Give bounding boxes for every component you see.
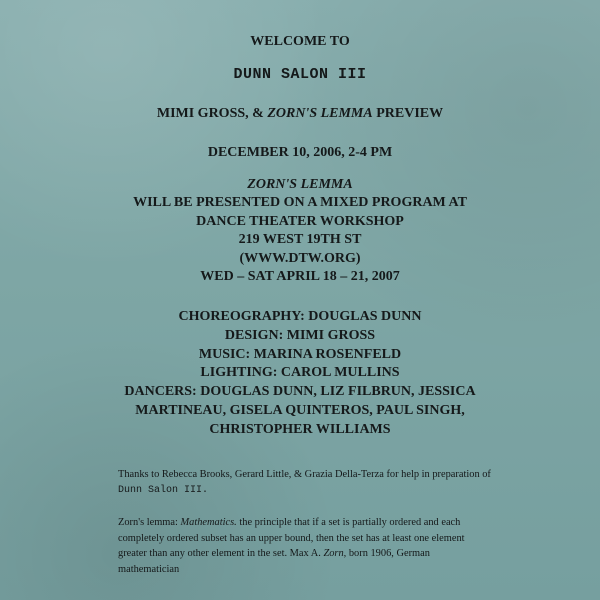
salon-title: DUNN SALON III: [233, 66, 367, 83]
credit-design: DESIGN: MIMI GROSS: [224, 327, 376, 343]
credit-music: MUSIC: MARINA ROSENFELD: [198, 346, 402, 362]
preview-title: ZORN'S LEMMA: [267, 106, 373, 121]
thanks-line: Thanks to Rebecca Brooks, Gerard Little, & Grazia Della-Terza for help in preparation of: [118, 469, 491, 480]
credit-dancers-line-1: DANCERS: DOUGLAS DUNN, LIZ FILBRUN, JESSICA: [124, 384, 476, 400]
lemma-line-3-prefix: greater than any other element in the set. Max A.: [118, 548, 324, 559]
lemma-field: Mathematics.: [180, 517, 237, 528]
lemma-line-1-rest: the principle that if a set is partially ordered and each: [236, 517, 461, 528]
lemma-intro: Zorn's lemma:: [118, 517, 181, 528]
credit-choreography: CHOREOGRAPHY: DOUGLAS DUNN: [178, 309, 422, 324]
program-line-2: DANCE THEATER WORKSHOP: [196, 213, 404, 229]
credit-lighting: LIGHTING: CAROL MULLINS: [200, 365, 400, 381]
welcome-heading: WELCOME TO: [250, 34, 350, 49]
program-line-1: WILL BE PRESENTED ON A MIXED PROGRAM AT: [133, 195, 467, 211]
program-dates: WED – SAT APRIL 18 – 21, 2007: [200, 269, 400, 285]
thanks-note: [118, 467, 548, 499]
lemma-definition: [118, 515, 548, 577]
event-date: DECEMBER 10, 2006, 2-4 PM: [207, 145, 393, 160]
lemma-line-4: mathematician: [118, 563, 180, 575]
preview-prefix: MIMI GROSS, &: [156, 106, 268, 121]
thanks-title: Dunn Salon III.: [118, 485, 209, 496]
lemma-line-2: completely ordered subset has an upper bound, then the set has at least one element: [118, 532, 465, 544]
credit-dancers-line-2: MARTINEAU, GISELA QUINTEROS, PAUL SINGH,: [135, 402, 465, 418]
program-announcement: [0, 176, 600, 286]
lemma-name: Zorn,: [323, 548, 347, 559]
lemma-line-3: [118, 546, 548, 562]
program-website: (WWW.DTW.ORG): [239, 250, 361, 266]
lemma-line-3-suffix: born 1906, German: [346, 548, 430, 559]
program-title: ZORN'S LEMMA: [247, 177, 353, 192]
credit-dancers-line-3: CHRISTOPHER WILLIAMS: [209, 421, 391, 437]
program-address: 219 WEST 19TH ST: [238, 232, 362, 248]
credits-block: [0, 308, 600, 440]
preview-suffix: PREVIEW: [372, 106, 444, 121]
preview-heading: [0, 106, 600, 122]
lemma-line-1: [118, 515, 548, 531]
